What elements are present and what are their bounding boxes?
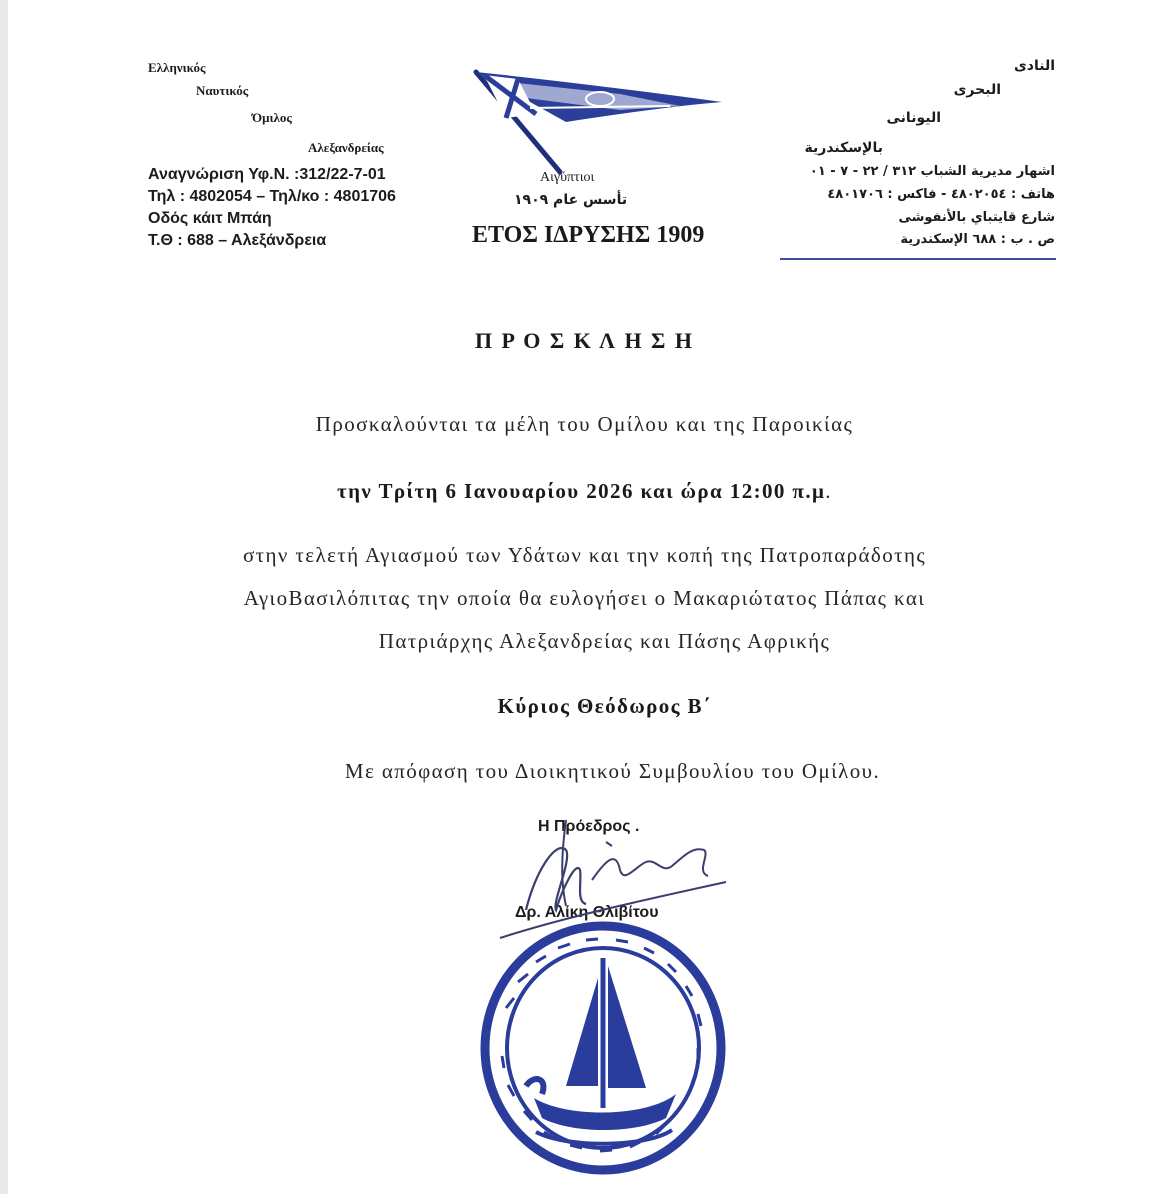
arabic-name-line-1: النادى: [1013, 58, 1055, 74]
club-name-line-1: Ελληνικός: [148, 60, 206, 75]
invitation-para-line-2: ΑγιοΒασιλόπιτας την οποία θα ευλογήσει ο Μακαριώτατος Πάπας και: [243, 586, 926, 610]
signatory-title: Η Πρόεδρος .: [538, 818, 640, 835]
registration-text: Αναγνώριση Υφ.Ν. :312/22-7-01: [148, 166, 386, 183]
arabic-phone-fax: هاتف : ٤٨٠٢٠٥٤ - فاكس : ٤٨٠١٧٠٦: [827, 187, 1055, 202]
invitation-heading: Π Ρ Ο Σ Κ Λ Η Σ Η: [474, 328, 695, 353]
arabic-name-line-4: بالإسكندرية: [804, 140, 883, 156]
phone-fax-text: Τηλ : 4802054 – Τηλ/κο : 4801706: [148, 188, 396, 205]
club-flag-logo-icon: [470, 66, 730, 176]
event-date-time: την Τρίτη 6 Ιανουαρίου 2026 και ώρα 12:00 π.μ: [337, 479, 826, 503]
arabic-po-box: ص . ب : ٦٨٨ الإسكندرية: [900, 232, 1055, 247]
invitation-para-line-3: Πατριάρχης Αλεξανδρείας και Πάσης Αφρικής: [378, 629, 831, 653]
board-decision-line: Με απόφαση του Διοικητικού Συμβουλίου του Ομίλου.: [344, 759, 881, 783]
date-period: .: [825, 479, 832, 503]
invitation-date-line: [0, 479, 1169, 504]
arabic-name-line-2: البحرى: [953, 82, 1001, 98]
arabic-name-line-3: اليونانى: [886, 110, 941, 126]
arabic-street: شارع قايتباي بالأنفوشى: [898, 210, 1055, 225]
invitation-para-line-1: στην τελετή Αγιασμού των Υδάτων και την κοπή της Πατροπαράδοτης: [242, 543, 927, 567]
club-name-line-3: Όμιλος: [252, 110, 292, 125]
street-text: Οδός κάιτ Μπάη: [148, 210, 272, 227]
center-arabic-year: تأسس عام ١٩٠٩: [514, 192, 628, 208]
founding-year-text: ΕΤΟΣ ΙΔΡΥΣΗΣ 1909: [472, 222, 705, 248]
arabic-registration: اشهار مديرية الشباب ٣١٢ / ٢٢ - ٧ - ٠١: [809, 164, 1055, 179]
patriarch-name: Κύριος Θεόδωρος Β΄: [497, 694, 712, 718]
center-country-text: Αιγύπτιοι: [540, 170, 595, 185]
club-seal-stamp-icon: [476, 918, 730, 1178]
club-name-line-2: Ναυτικός: [196, 83, 249, 98]
club-name-line-4: Αλεξανδρείας: [308, 140, 384, 155]
po-box-text: Τ.Θ : 688 – Αλεξάνδρεια: [148, 232, 327, 249]
signatory-name: Δρ. Αλίκη Θλιβίτου: [515, 904, 659, 921]
arabic-underline: [780, 258, 1056, 260]
invitation-line-members: Προσκαλούνται τα μέλη του Ομίλου και της Παροικίας: [315, 412, 854, 436]
